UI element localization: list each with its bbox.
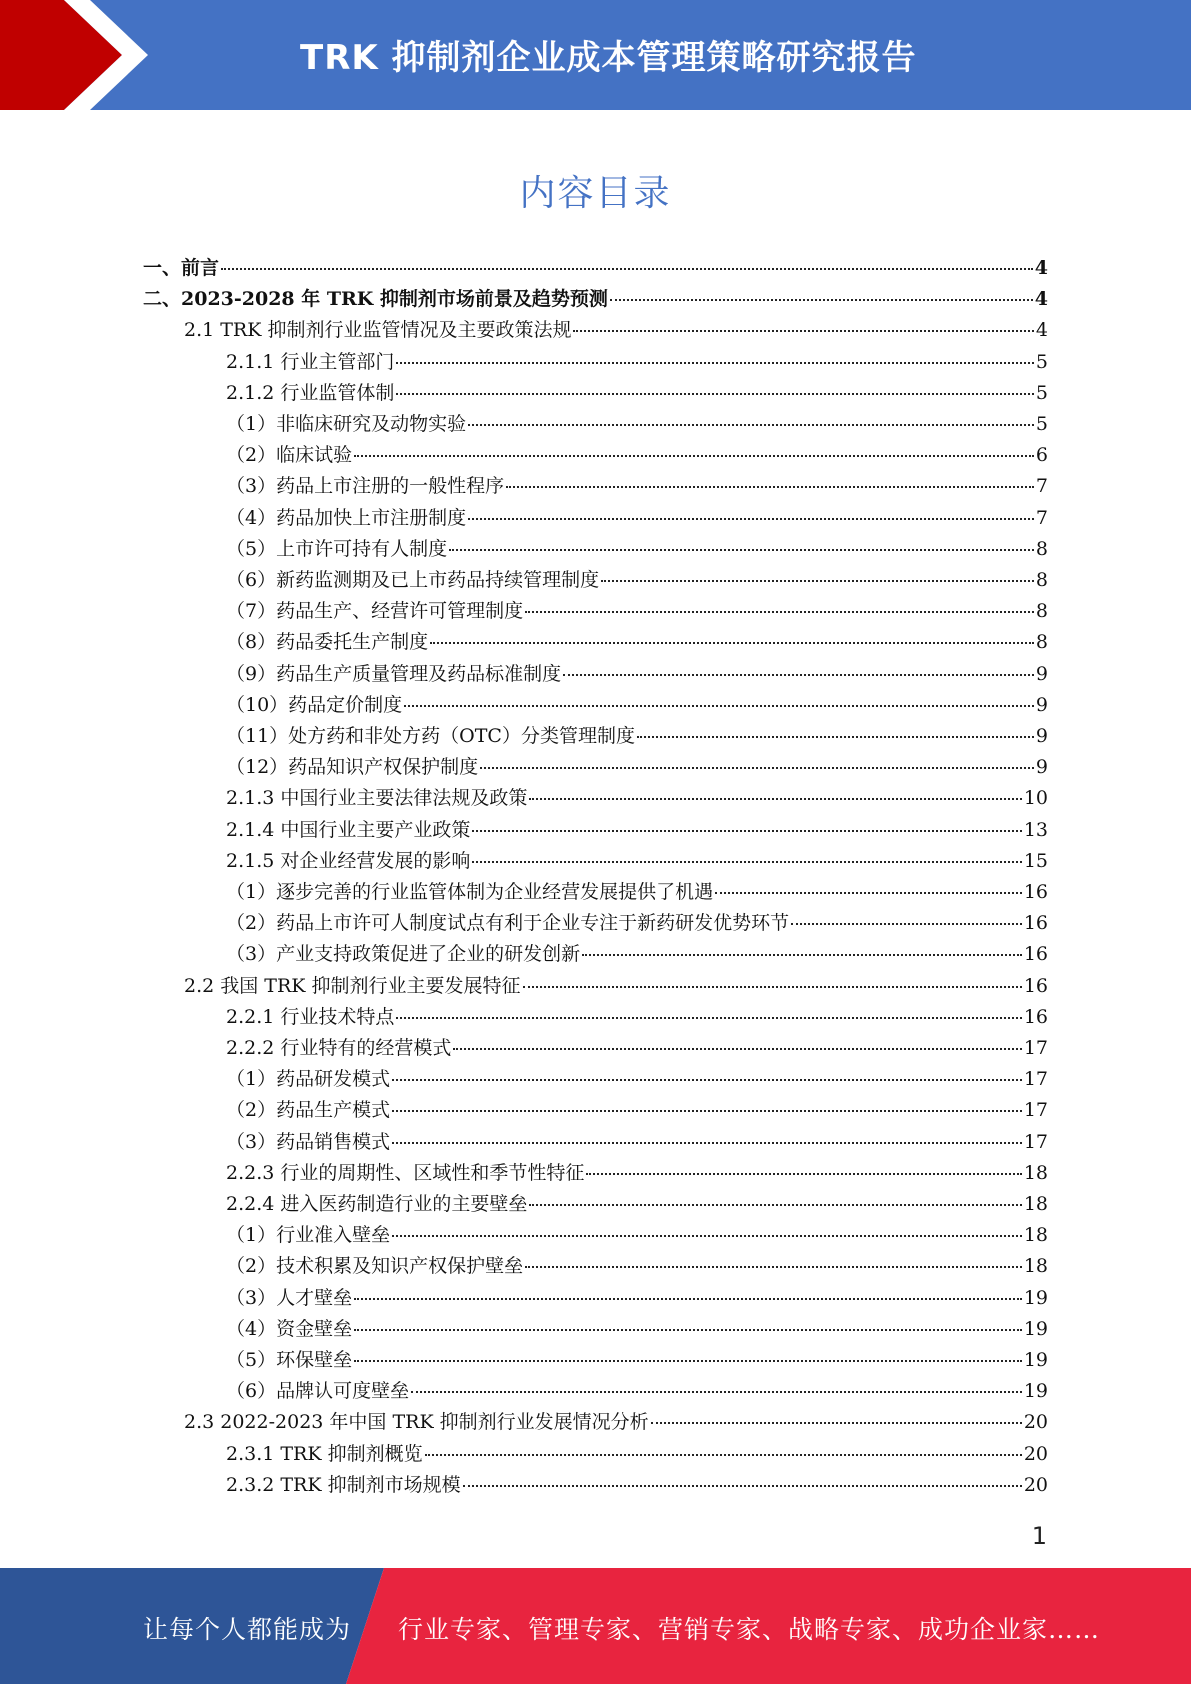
dot-leader [525,611,1034,613]
toc-entry-page: 8 [1035,600,1048,623]
toc-entry-label: 2.2.1 行业技术特点 [226,1005,395,1028]
toc-entry[interactable] [226,846,1048,877]
toc-entry[interactable] [226,752,1048,783]
toc-entry[interactable] [226,1002,1048,1033]
toc-entry-page: 7 [1035,475,1048,498]
toc-entry[interactable] [226,565,1048,596]
dot-leader [468,424,1034,426]
toc-entry-page: 5 [1035,413,1048,435]
toc-entry-page: 8 [1035,569,1048,591]
toc-entry-label: （6）新药监测期及已上市药品持续管理制度 [226,569,600,591]
dot-leader [396,362,1034,364]
toc-entry-page: 4 [1035,319,1048,342]
toc-entry-label: 2.1.5 对企业经营发展的影响 [226,849,471,872]
toc-entry-page: 17 [1023,1099,1048,1122]
toc-entry-page: 20 [1023,1473,1048,1496]
toc-entry[interactable] [226,1283,1048,1314]
dot-leader [221,268,1033,270]
toc-entry[interactable] [226,908,1048,939]
toc-entry-page: 16 [1023,1005,1048,1028]
dot-leader [354,1360,1022,1362]
dot-leader [525,1266,1022,1268]
dot-leader [601,580,1034,582]
dot-leader [396,1017,1021,1019]
toc-entry-page: 17 [1023,1068,1048,1091]
toc-entry[interactable] [226,783,1048,814]
dot-leader [506,486,1034,488]
dot-leader [563,674,1034,676]
dot-leader [453,1048,1021,1050]
dot-leader [637,736,1034,738]
toc-entry[interactable] [226,815,1048,846]
toc-entry-label: 2.1.1 行业主管部门 [226,350,395,373]
dot-leader [392,1142,1022,1144]
dot-leader [582,954,1022,956]
toc-entry-page: 8 [1035,631,1048,654]
toc-entry-page: 20 [1023,1442,1048,1465]
toc-entry[interactable] [226,721,1048,752]
page-number: 1 [1031,1522,1047,1550]
toc-entry-label: 2.3.2 TRK 抑制剂市场规模 [226,1473,461,1496]
toc-entry-page: 7 [1035,506,1048,529]
toc-entry-page: 18 [1023,1161,1048,1184]
toc-entry[interactable] [226,1251,1048,1282]
toc-entry-label: （10）药品定价制度 [226,693,403,716]
dot-leader [523,986,1022,988]
dot-leader [791,923,1022,925]
toc-entry[interactable] [226,440,1048,471]
toc-entry[interactable] [226,1439,1048,1470]
dot-leader [354,455,1034,457]
dot-leader [430,642,1034,644]
toc-entry-label: （2）临床试验 [226,444,353,467]
toc-entry[interactable] [226,1127,1048,1158]
toc-entry-label: 2.1.4 中国行业主要产业政策 [226,818,471,841]
toc-entry-label: （8）药品委托生产制度 [226,631,429,654]
toc-entry-label: 2.2.4 进入医药制造行业的主要壁垒 [226,1193,528,1215]
report-title: TRK 抑制剂企业成本管理策略研究报告 [300,38,917,78]
toc-entry-page: 18 [1023,1224,1048,1247]
toc-entry-label: （9）药品生产质量管理及药品标准制度 [226,662,562,685]
toc-entry-label: （2）药品上市许可人制度试点有利于企业专注于新药研发优势环节 [226,912,790,935]
toc-entry-page: 19 [1023,1317,1048,1340]
toc-entry[interactable] [226,1095,1048,1126]
footer-slogan-left: 让每个人都能成为 [143,1615,352,1644]
dot-leader [354,1329,1022,1331]
toc-entry[interactable] [226,1033,1048,1064]
dot-leader [529,798,1021,800]
toc-entry[interactable] [226,1345,1048,1376]
toc-entry-label: 二、2023-2028 年 TRK 抑制剂市场前景及趋势预测 [143,288,608,311]
toc-entry-label: （4）药品加快上市注册制度 [226,506,467,529]
footer-banner [0,1568,1191,1684]
dot-leader [404,705,1034,707]
toc-entry-page: 4 [1034,257,1048,279]
toc-entry-page: 18 [1023,1255,1048,1278]
toc-entry[interactable] [143,284,1048,315]
footer-slogan-right: 行业专家、管理专家、营销专家、战略专家、成功企业家…… [398,1615,1101,1644]
toc-entry-label: 2.1.3 中国行业主要法律法规及政策 [226,787,528,810]
header-bar [0,0,1191,110]
toc-heading: 内容目录 [519,173,672,214]
toc-entry-page: 16 [1023,974,1048,997]
toc-entry[interactable] [226,1376,1048,1407]
toc-entry-label: （1）药品研发模式 [226,1068,391,1091]
toc-entry[interactable] [226,1158,1048,1189]
toc-entry-page: 17 [1023,1130,1048,1153]
toc-entry-page: 8 [1035,537,1048,560]
toc-entry[interactable] [226,596,1048,627]
dot-leader [463,1485,1022,1487]
toc-entry-label: 2.2 我国 TRK 抑制剂行业主要发展特征 [184,974,521,997]
toc-entry-page: 16 [1023,881,1048,903]
toc-entry-label: 2.1 TRK 抑制剂行业监管情况及主要政策法规 [184,319,572,342]
toc-entry[interactable] [226,1470,1048,1501]
dot-leader [573,330,1033,332]
dot-leader [392,1235,1022,1237]
toc-entry-label: （1）非临床研究及动物实验 [226,413,467,435]
toc-entry-page: 5 [1035,381,1048,404]
dot-leader [651,1422,1022,1424]
toc-entry-page: 10 [1023,787,1048,810]
dot-leader [425,1454,1022,1456]
toc-entry-label: 2.3 2022-2023 年中国 TRK 抑制剂行业发展情况分析 [184,1411,649,1434]
toc-entry[interactable] [226,1189,1048,1220]
toc-entry-page: 9 [1035,693,1048,716]
toc-entry-label: 2.2.3 行业的周期性、区域性和季节性特征 [226,1161,585,1184]
dot-leader [392,1110,1022,1112]
toc-entry-label: （4）资金壁垒 [226,1317,353,1340]
toc-entry-label: （5）环保壁垒 [226,1349,353,1371]
toc-entry-label: 2.1.2 行业监管体制 [226,381,395,404]
toc-entry-label: （5）上市许可持有人制度 [226,537,448,560]
dot-leader [396,393,1034,395]
toc-entry-page: 18 [1023,1193,1048,1215]
toc-entry-page: 15 [1023,849,1048,872]
toc-entry-label: （2）药品生产模式 [226,1099,391,1122]
toc-entry[interactable] [226,409,1048,440]
toc-entry[interactable] [226,939,1048,970]
toc-entry-label: （3）药品销售模式 [226,1130,391,1153]
toc-entry-label: （12）药品知识产权保护制度 [226,756,479,779]
toc-entry-page: 4 [1034,288,1048,311]
toc-entry-page: 16 [1023,943,1048,966]
toc-entry-page: 6 [1035,444,1048,467]
toc-entry[interactable] [226,347,1048,378]
dot-leader [480,767,1034,769]
toc-entry-page: 9 [1035,725,1048,747]
toc-entry-page: 9 [1035,756,1048,779]
toc-entry-label: （1）行业准入壁垒 [226,1224,391,1247]
toc-entry[interactable] [226,1220,1048,1251]
toc-entry[interactable] [226,627,1048,658]
dot-leader [449,549,1034,551]
red-chevron-decoration [0,0,160,110]
toc-entry-page: 19 [1023,1380,1048,1403]
toc-entry-page: 20 [1023,1411,1048,1434]
toc-entry[interactable] [226,378,1048,409]
toc-entry[interactable] [226,877,1048,908]
toc-entry-label: 2.2.2 行业特有的经营模式 [226,1037,452,1059]
toc-entry-page: 19 [1023,1349,1048,1371]
dot-leader [472,830,1021,832]
toc-entry[interactable] [226,503,1048,534]
toc-entry-page: 16 [1023,912,1048,935]
dot-leader [610,299,1033,301]
toc-entry-page: 13 [1023,818,1048,841]
dot-leader [472,861,1021,863]
toc-entry-label: （3）药品上市注册的一般性程序 [226,475,505,498]
toc-entry[interactable] [226,659,1048,690]
toc-entry-label: （11）处方药和非处方药（OTC）分类管理制度 [226,725,635,747]
dot-leader [354,1298,1022,1300]
toc-entry-label: （3）人才壁垒 [226,1286,353,1309]
toc-entry[interactable] [226,690,1048,721]
toc-entry[interactable] [143,253,1048,284]
toc-entry-label: 一、前言 [143,257,220,279]
dot-leader [411,1391,1022,1393]
toc-entry-page: 17 [1023,1037,1048,1059]
toc-entry[interactable] [226,534,1048,565]
toc-entry-page: 19 [1023,1286,1048,1309]
toc-entry-label: 2.3.1 TRK 抑制剂概览 [226,1442,423,1465]
dot-leader [715,892,1022,894]
toc-entry-label: （7）药品生产、经营许可管理制度 [226,600,524,623]
toc-entry[interactable] [226,1064,1048,1095]
dot-leader [468,518,1034,520]
toc-entry-label: （6）品牌认可度壁垒 [226,1380,410,1403]
dot-leader [529,1204,1021,1206]
toc-entry-label: （2）技术积累及知识产权保护壁垒 [226,1255,524,1278]
toc-entry[interactable] [226,471,1048,502]
toc-entry[interactable] [184,971,1048,1002]
toc-entry[interactable] [184,1407,1048,1438]
toc-entry-page: 9 [1035,662,1048,685]
toc-entry-label: （3）产业支持政策促进了企业的研发创新 [226,943,581,966]
toc-entry[interactable] [184,315,1048,346]
toc-entry-label: （1）逐步完善的行业监管体制为企业经营发展提供了机遇 [226,881,714,903]
dot-leader [392,1079,1022,1081]
dot-leader [586,1173,1021,1175]
toc-entry-page: 5 [1035,350,1048,373]
toc-entry[interactable] [226,1314,1048,1345]
